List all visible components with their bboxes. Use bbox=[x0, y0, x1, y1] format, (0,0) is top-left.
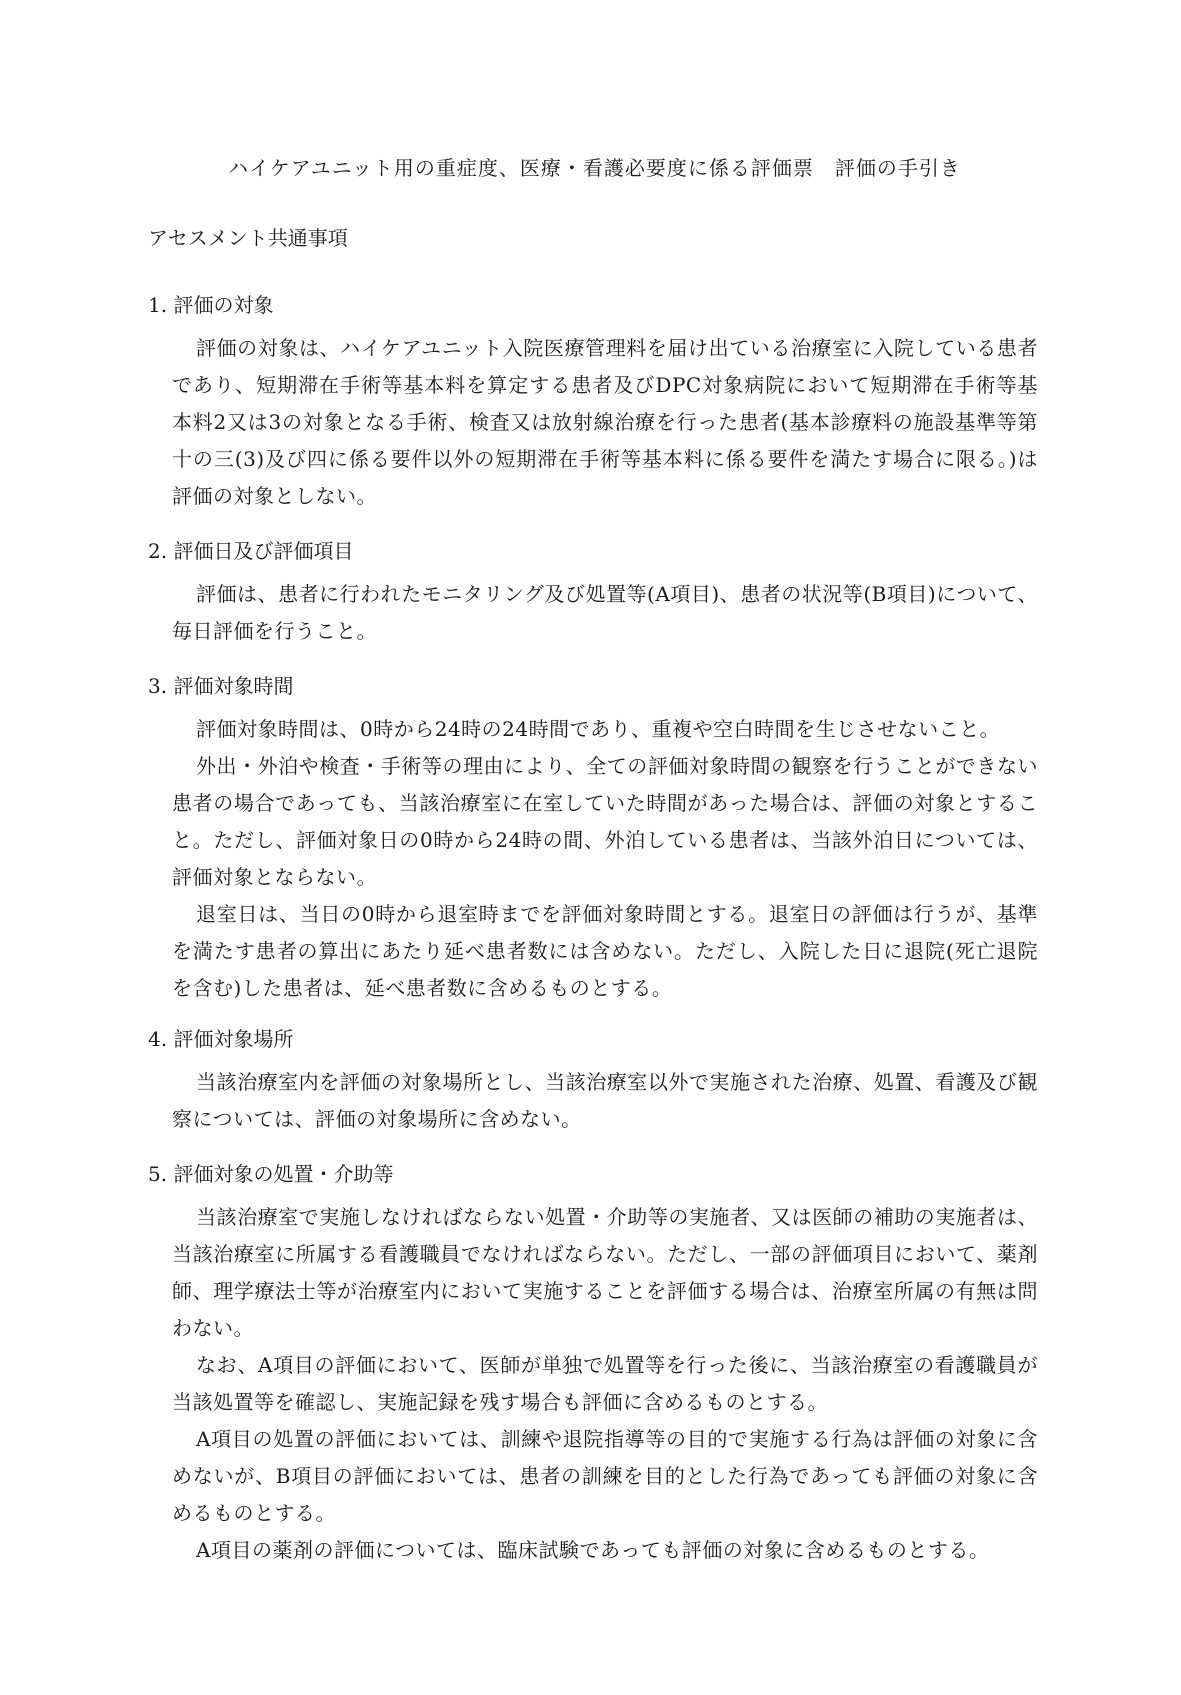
section-paragraph: 外出・外泊や検査・手術等の理由により、全ての評価対象時間の観察を行うことができない患者の場合であっても、当該治療室に在室していた時間があった場合は、評価の対象とすること。ただし、評価対象日の0時から24時の間、外泊している患者は、当該外泊日については、評価対象とならない。 bbox=[172, 754, 1038, 889]
section-treatment-assistance bbox=[148, 1159, 1038, 1569]
section-paragraph: なお、A項目の評価において、医師が単独で処置等を行った後に、当該治療室の看護職員が当該処置等を確認し、実施記録を残す場合も評価に含めるものとする。 bbox=[172, 1353, 1038, 1414]
section-heading: 5. 評価対象の処置・介助等 bbox=[148, 1162, 394, 1186]
section-paragraph: A項目の処置の評価においては、訓練や退院指導等の目的で実施する行為は評価の対象に含めないが、B項目の評価においては、患者の訓練を目的とした行為であっても評価の対象に含めるものとする。 bbox=[172, 1427, 1038, 1525]
section-paragraph: 評価は、患者に行われたモニタリング及び処置等(A項目)、患者の状況等(B項目)について、毎日評価を行うこと。 bbox=[172, 582, 1038, 643]
section-evaluation-time bbox=[148, 671, 1038, 1007]
section-paragraph: 退室日は、当日の0時から退室時までを評価対象時間とする。退室日の評価は行うが、基準を満たす患者の算出にあたり延べ患者数には含めない。ただし、入院した日に退院(死亡退院を含む)した患者は、延べ患者数に含めるものとする。 bbox=[172, 902, 1038, 1000]
section-paragraph: A項目の薬剤の評価については、臨床試験であっても評価の対象に含めるものとする。 bbox=[196, 1538, 990, 1562]
document-subtitle: アセスメント共通事項 bbox=[148, 226, 348, 250]
section-evaluation-target bbox=[148, 290, 1038, 515]
section-paragraph: 当該治療室で実施しなければならない処置・介助等の実施者、又は医師の補助の実施者は、当該治療室に所属する看護職員でなければならない。ただし、一部の評価項目において、薬剤師、理学療法士等が治療室内において実施することを評価する場合は、治療室所属の有無は問わない。 bbox=[172, 1205, 1038, 1340]
section-heading: 3. 評価対象時間 bbox=[148, 674, 294, 698]
section-paragraph: 当該治療室内を評価の対象場所とし、当該治療室以外で実施された治療、処置、看護及び観察については、評価の対象場所に含めない。 bbox=[172, 1070, 1038, 1131]
section-heading: 4. 評価対象場所 bbox=[148, 1027, 294, 1051]
section-heading: 2. 評価日及び評価項目 bbox=[148, 539, 354, 563]
section-paragraph: 評価の対象は、ハイケアユニット入院医療管理料を届け出ている治療室に入院している患者であり、短期滞在手術等基本料を算定する患者及びDPC対象病院において短期滞在手術等基本料2又は3の対象となる手術、検査又は放射線治療を行った患者(基本診療料の施設基準等第十の三(3)及び四に係る要件以外の短期滞在手術等基本料に係る要件を満たす場合に限る。)は評価の対象としない。 bbox=[172, 336, 1038, 508]
document-title: ハイケアユニット用の重症度、医療・看護必要度に係る評価票 評価の手引き bbox=[228, 156, 961, 180]
section-heading: 1. 評価の対象 bbox=[148, 293, 274, 317]
section-evaluation-date-items bbox=[148, 536, 1038, 650]
section-evaluation-place bbox=[148, 1024, 1038, 1138]
section-paragraph: 評価対象時間は、0時から24時の24時間であり、重複や空白時間を生じさせないこと。 bbox=[196, 717, 1001, 741]
